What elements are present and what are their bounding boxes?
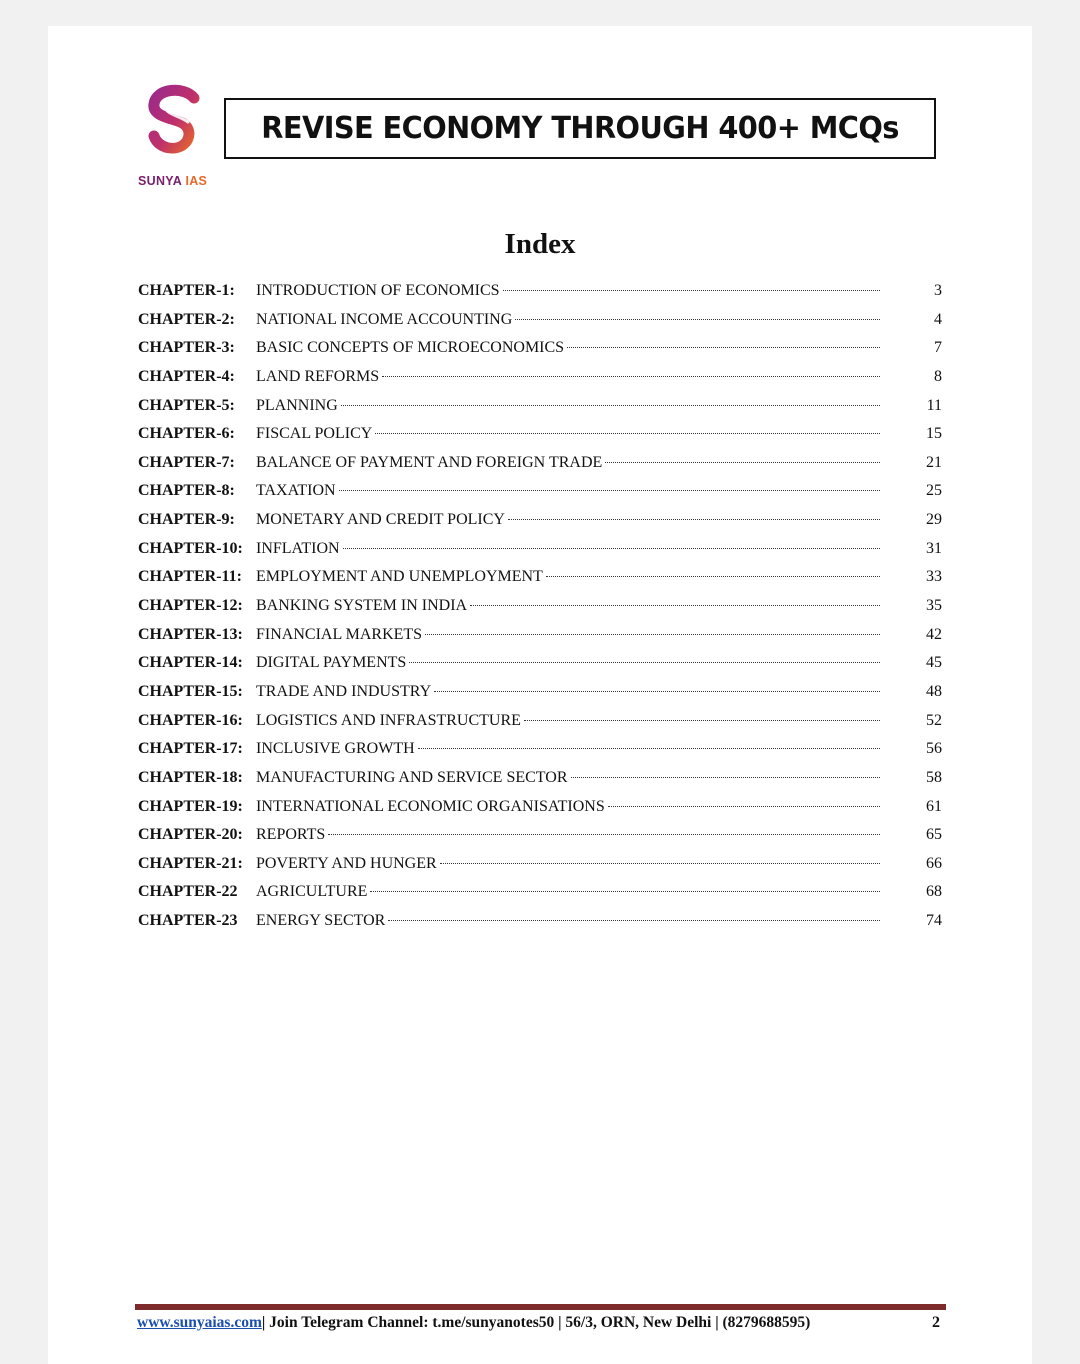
toc-chapter-title: REPORTS <box>256 826 326 844</box>
toc-entry <box>256 683 880 701</box>
toc-chapter-title: LAND REFORMS <box>256 367 380 385</box>
toc-row[interactable] <box>138 507 942 536</box>
toc-chapter-title: LOGISTICS AND INFRASTRUCTURE <box>256 711 521 729</box>
toc-chapter-number: CHAPTER-8: <box>138 482 235 500</box>
toc-entry <box>256 568 880 586</box>
toc-entry <box>256 482 880 500</box>
toc-entry <box>256 912 880 930</box>
toc-entry <box>256 826 880 844</box>
toc-chapter-number: CHAPTER-4: <box>138 367 235 385</box>
toc-chapter-number: CHAPTER-20: <box>138 826 243 844</box>
toc-row[interactable] <box>138 536 942 565</box>
toc-dot-leader <box>470 605 880 606</box>
toc-row[interactable] <box>138 794 942 823</box>
toc-page-number: 61 <box>926 797 942 815</box>
toc-page-number: 58 <box>926 768 942 786</box>
toc-entry <box>256 454 880 472</box>
toc-chapter-title: EMPLOYMENT AND UNEMPLOYMENT <box>256 568 543 586</box>
toc-dot-leader <box>546 576 880 577</box>
toc-page-number: 4 <box>934 310 942 328</box>
logo-word-ias: IAS <box>185 174 208 188</box>
toc-entry <box>256 654 880 672</box>
toc-page-number: 66 <box>926 854 942 872</box>
toc-chapter-title: AGRICULTURE <box>256 883 368 901</box>
toc-row[interactable] <box>138 421 942 450</box>
toc-chapter-number: CHAPTER-19: <box>138 797 243 815</box>
toc-entry <box>256 883 880 901</box>
toc-dot-leader <box>605 462 880 463</box>
toc-row[interactable] <box>138 650 942 679</box>
toc-chapter-number: CHAPTER-6: <box>138 425 235 443</box>
toc-page-number: 8 <box>934 367 942 385</box>
toc-dot-leader <box>508 519 880 520</box>
toc-page-number: 35 <box>926 597 942 615</box>
logo-word-sunya: SUNYA <box>138 174 182 188</box>
toc-entry <box>256 282 880 300</box>
toc-chapter-title: POVERTY AND HUNGER <box>256 854 437 872</box>
toc-chapter-number: CHAPTER-12: <box>138 597 243 615</box>
toc-entry <box>256 712 880 730</box>
toc-dot-leader <box>434 691 880 692</box>
toc-chapter-number: CHAPTER-2: <box>138 310 235 328</box>
toc-dot-leader <box>388 920 880 921</box>
toc-entry <box>256 855 880 873</box>
toc-chapter-number: CHAPTER-21: <box>138 854 243 872</box>
toc-dot-leader <box>515 319 880 320</box>
toc-page-number: 68 <box>926 883 942 901</box>
toc-dot-leader <box>567 347 880 348</box>
toc-chapter-number: CHAPTER-23 <box>138 912 238 930</box>
toc-chapter-title: INTRODUCTION OF ECONOMICS <box>256 282 500 299</box>
toc-entry <box>256 740 880 758</box>
logo-wordmark <box>138 174 207 188</box>
table-of-contents <box>138 278 942 937</box>
toc-chapter-number: CHAPTER-11: <box>138 568 242 586</box>
toc-chapter-title: INTERNATIONAL ECONOMIC ORGANISATIONS <box>256 797 605 815</box>
toc-chapter-number: CHAPTER-17: <box>138 740 243 758</box>
toc-page-number: 3 <box>934 282 942 299</box>
toc-entry <box>256 368 880 386</box>
toc-row[interactable] <box>138 307 942 336</box>
toc-chapter-title: BALANCE OF PAYMENT AND FOREIGN TRADE <box>256 453 603 471</box>
toc-page-number: 29 <box>926 511 942 529</box>
toc-page-number: 74 <box>926 912 942 930</box>
toc-chapter-title: MANUFACTURING AND SERVICE SECTOR <box>256 768 568 786</box>
toc-row[interactable] <box>138 879 942 908</box>
toc-row[interactable] <box>138 335 942 364</box>
toc-page-number: 42 <box>926 625 942 643</box>
toc-page-number: 7 <box>934 339 942 357</box>
toc-dot-leader <box>375 433 880 434</box>
toc-chapter-title: FISCAL POLICY <box>256 425 373 443</box>
toc-row[interactable] <box>138 278 942 307</box>
toc-row[interactable] <box>138 908 942 937</box>
toc-dot-leader <box>343 548 880 549</box>
toc-row[interactable] <box>138 564 942 593</box>
toc-row[interactable] <box>138 364 942 393</box>
toc-chapter-number: CHAPTER-15: <box>138 682 243 700</box>
toc-chapter-title: PLANNING <box>256 396 338 414</box>
document-title: REVISE ECONOMY THROUGH 400+ MCQs <box>261 111 899 146</box>
website-link[interactable]: www.sunyaias.com <box>137 1314 262 1331</box>
footer-divider <box>135 1304 946 1310</box>
toc-page-number: 11 <box>926 396 942 414</box>
toc-page-number: 33 <box>926 568 942 586</box>
footer <box>137 1314 810 1332</box>
toc-chapter-title: BASIC CONCEPTS OF MICROECONOMICS <box>256 339 565 357</box>
toc-dot-leader <box>571 777 881 778</box>
toc-chapter-number: CHAPTER-5: <box>138 396 235 414</box>
toc-entry <box>256 311 880 329</box>
toc-chapter-title: FINANCIAL MARKETS <box>256 625 423 643</box>
document-title-box <box>224 98 936 159</box>
sunya-ias-logo-icon <box>136 84 216 164</box>
toc-chapter-title: BANKING SYSTEM IN INDIA <box>256 597 468 615</box>
toc-dot-leader <box>339 490 880 491</box>
document-page <box>48 26 1032 1364</box>
toc-row[interactable] <box>138 622 942 651</box>
toc-dot-leader <box>503 290 880 291</box>
toc-row[interactable] <box>138 708 942 737</box>
toc-page-number: 52 <box>926 711 942 729</box>
toc-dot-leader <box>370 891 880 892</box>
toc-entry <box>256 769 880 787</box>
toc-row[interactable] <box>138 450 942 479</box>
toc-row[interactable] <box>138 851 942 880</box>
toc-entry <box>256 397 880 415</box>
toc-chapter-number: CHAPTER-7: <box>138 453 235 471</box>
toc-dot-leader <box>328 834 880 835</box>
toc-dot-leader <box>425 634 880 635</box>
toc-chapter-number: CHAPTER-10: <box>138 539 243 557</box>
toc-chapter-title: INFLATION <box>256 539 340 557</box>
toc-chapter-number: CHAPTER-18: <box>138 768 243 786</box>
toc-chapter-title: INCLUSIVE GROWTH <box>256 740 415 758</box>
toc-chapter-number: CHAPTER-9: <box>138 511 235 529</box>
toc-dot-leader <box>382 376 880 377</box>
toc-chapter-title: TAXATION <box>256 482 336 500</box>
toc-page-number: 21 <box>926 453 942 471</box>
toc-dot-leader <box>524 720 880 721</box>
toc-entry <box>256 626 880 644</box>
toc-row[interactable] <box>138 765 942 794</box>
toc-chapter-number: CHAPTER-3: <box>138 339 235 357</box>
toc-entry <box>256 339 880 357</box>
toc-row[interactable] <box>138 822 942 851</box>
toc-chapter-title: ENERGY SECTOR <box>256 912 386 930</box>
toc-entry <box>256 425 880 443</box>
toc-chapter-title: MONETARY AND CREDIT POLICY <box>256 511 505 529</box>
toc-row[interactable] <box>138 736 942 765</box>
toc-chapter-title: TRADE AND INDUSTRY <box>256 682 432 700</box>
toc-entry <box>256 511 880 529</box>
toc-dot-leader <box>440 863 880 864</box>
toc-row[interactable] <box>138 393 942 422</box>
toc-entry <box>256 597 880 615</box>
toc-row[interactable] <box>138 478 942 507</box>
toc-dot-leader <box>341 405 880 406</box>
toc-page-number: 31 <box>926 539 942 557</box>
toc-chapter-number: CHAPTER-1: <box>138 282 235 299</box>
index-heading: Index <box>504 228 576 260</box>
page-number: 2 <box>932 1314 940 1331</box>
toc-dot-leader <box>409 662 880 663</box>
toc-chapter-number: CHAPTER-22 <box>138 883 238 901</box>
toc-chapter-number: CHAPTER-13: <box>138 625 243 643</box>
toc-entry <box>256 540 880 558</box>
toc-chapter-title: NATIONAL INCOME ACCOUNTING <box>256 310 513 328</box>
toc-page-number: 48 <box>926 682 942 700</box>
toc-entry <box>256 798 880 816</box>
toc-chapter-title: DIGITAL PAYMENTS <box>256 654 407 672</box>
toc-page-number: 65 <box>926 826 942 844</box>
toc-chapter-number: CHAPTER-14: <box>138 654 243 672</box>
toc-chapter-number: CHAPTER-16: <box>138 711 243 729</box>
toc-page-number: 56 <box>926 740 942 758</box>
toc-page-number: 25 <box>926 482 942 500</box>
toc-row[interactable] <box>138 679 942 708</box>
toc-dot-leader <box>608 806 880 807</box>
toc-dot-leader <box>418 748 880 749</box>
toc-page-number: 15 <box>926 425 942 443</box>
toc-row[interactable] <box>138 593 942 622</box>
toc-page-number: 45 <box>926 654 942 672</box>
footer-details: | Join Telegram Channel: t.me/sunyanotes50 | 56/3, ORN, New Delhi | (8279688595) <box>261 1314 811 1331</box>
